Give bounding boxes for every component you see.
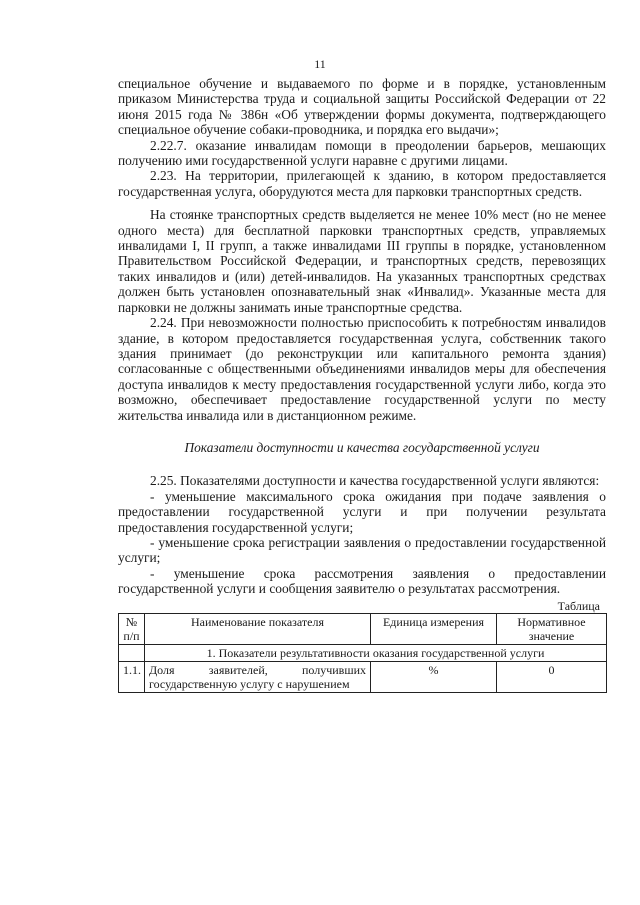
paragraph-2-22-7: 2.22.7. оказание инвалидам помощи в преодолении барьеров, мешающих получению ими государственной услуги наравне с другими лицами. (118, 137, 606, 169)
section-heading: Показатели доступности и качества государственной услуги (184, 439, 540, 455)
header-cell-norm: Нормативное значение (497, 613, 607, 644)
header-cell-indicator: Наименование показателя (145, 613, 371, 644)
paragraph-2-23: 2.23. На территории, прилегающей к зданию, в котором предоставляется государственная услуга, оборудуются места для парковки транспортных средств. (118, 168, 606, 199)
table-cell: % (371, 661, 497, 692)
table-caption: Таблица (557, 598, 600, 613)
table-cell: Доля заявителей, получивших государственную услугу с нарушением (145, 661, 371, 692)
table-section-row (119, 644, 607, 661)
table-header-row (119, 613, 607, 644)
table-cell: 0 (497, 661, 607, 692)
header-cell-number: № п/п (119, 613, 145, 644)
section-row-label: 1. Показатели результативности оказания государственной услуги (145, 644, 607, 661)
table-cell: 1.1. (119, 661, 145, 692)
list-item: - уменьшение максимального срока ожидания при подаче заявления о предоставлении государственной услуги и при получении результата предоставления государственной услуги; (118, 488, 606, 535)
header-cell-unit: Единица измерения (371, 613, 497, 644)
indicators-table (118, 613, 607, 693)
list-item: - уменьшение срока рассмотрения заявления о предоставлении государственной услуги и сообщения заявителю о результатах рассмотрения. (118, 565, 606, 597)
table-row (119, 661, 607, 692)
paragraph-2-25: 2.25. Показателями доступности и качества государственной услуги являются: (150, 473, 600, 489)
empty-cell (119, 644, 145, 661)
paragraph-parking: На стоянке транспортных средств выделяется не менее 10% мест (но не менее одного места) для бесплатной парковки транспортных средств, управляемых инвалидами I, II групп, а также инвалидами III группы в порядке, установленном Правительством Российской Федерации, и транспортных средств, перевозящих таких инвалидов и (или) детей-инвалидов. На указанных транспортных средствах должен быть установлен опознавательный знак «Инвалид». Указанные места для парковки не должны занимать иные транспортные средства. (118, 207, 606, 315)
paragraph-continued: специальное обучение и выдаваемого по форме и в порядке, установленным приказом Министерства труда и социальной защиты Российской Федерации от 22 июня 2015 года № 386н «Об утверждении формы документа, подтверждающего специальное обучение собаки-проводника, и порядка его выдачи»; (118, 76, 606, 138)
list-item: - уменьшение срока регистрации заявления о предоставлении государственной услуги; (118, 534, 606, 566)
document-body (118, 76, 606, 693)
paragraph-2-24: 2.24. При невозможности полностью приспособить к потребностям инвалидов здание, в котором предоставляется государственная услуга, собственник такого здания принимает (до реконструкции или капитального ремонта здания) согласованные с общественными объединениями инвалидов меры для обеспечения доступа инвалидов к месту предоставления государственной услуги либо, когда это возможно, обеспечивает предоставление государственной услуги по месту жительства инвалида или в дистанционном режиме. (118, 315, 606, 423)
page-number: 11 (314, 57, 326, 71)
